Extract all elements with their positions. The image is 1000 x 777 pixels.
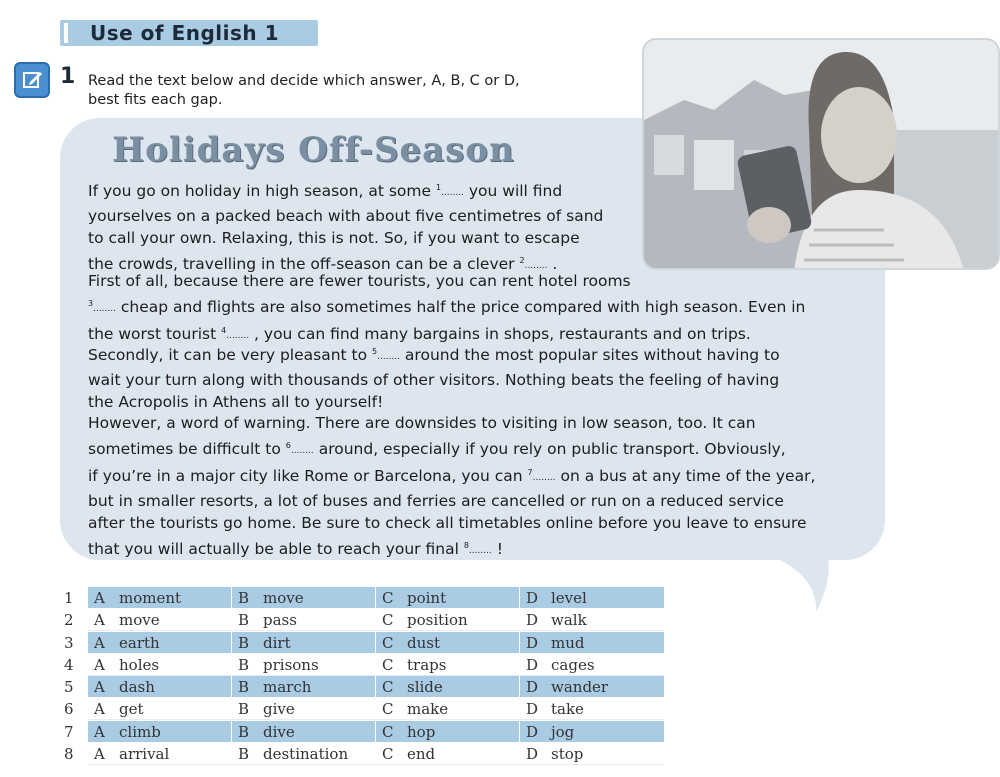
option-letter: A <box>94 589 105 607</box>
gap-number: 3 <box>88 298 94 308</box>
gap-dots: ........ <box>441 188 464 198</box>
option-letter: D <box>526 745 539 764</box>
option-word[interactable]: end <box>407 745 436 764</box>
text-span: wait your turn along with thousands of other visitors. Nothing beats the feeling of having <box>88 370 780 389</box>
column-divider <box>231 587 232 608</box>
text-span: If you go on holiday in high season, at some <box>88 182 436 200</box>
gap-number: 1 <box>435 183 442 192</box>
option-word[interactable]: prisons <box>263 655 319 674</box>
option-letter: A <box>94 722 105 741</box>
gap-dots: ........ <box>524 260 548 271</box>
option-letter: D <box>526 722 539 741</box>
text-span: after the tourists go home. Be sure to check all timetables online before you leave to ensure <box>88 514 807 532</box>
text-span: cheap and flights are also sometimes half the price compared with high season. Even in <box>115 297 806 316</box>
text-span: around, especially if you rely on public transport. Obviously, <box>313 439 786 458</box>
option-word[interactable]: hop <box>407 722 436 741</box>
answer-row-8 <box>56 743 666 765</box>
question-number: 5 <box>64 678 74 697</box>
text-span: around the most popular sites without having to <box>400 346 780 364</box>
option-word[interactable]: get <box>119 700 144 719</box>
gap-dots: ........ <box>290 445 314 456</box>
option-word[interactable]: give <box>263 700 295 719</box>
option-letter: C <box>382 655 394 674</box>
girl-selfie-photo <box>642 38 1000 270</box>
option-word[interactable]: take <box>551 700 584 719</box>
gap-dots: ........ <box>93 303 116 314</box>
option-word[interactable]: cages <box>551 655 595 674</box>
question-number: 8 <box>64 745 74 764</box>
answer-row-2 <box>56 609 666 631</box>
text-span: the crowds, travelling in the off-season can be a clever <box>88 254 520 273</box>
option-word[interactable]: dive <box>263 722 295 741</box>
paragraph-3 <box>88 341 808 414</box>
text-title: Holidays Off-Season <box>112 130 515 170</box>
instruction-line: Read the text below and decide which answer, A, B, C or D, <box>88 73 520 89</box>
gap-number: 5 <box>372 347 378 356</box>
section-title: Use of English 1 <box>90 21 280 45</box>
option-word[interactable]: walk <box>551 611 587 630</box>
option-word[interactable]: march <box>263 678 312 697</box>
question-number: 7 <box>64 722 74 741</box>
column-divider <box>519 587 520 608</box>
option-word[interactable]: level <box>551 589 587 607</box>
option-letter: B <box>238 633 250 652</box>
question-number: 1 <box>64 589 74 607</box>
answer-options-table <box>56 587 666 765</box>
text-span: the Acropolis in Athens all to yourself! <box>88 393 384 411</box>
text-span: on a bus at any time of the year, <box>555 467 816 485</box>
gap-number: 2 <box>519 255 525 265</box>
gap-number: 4 <box>221 326 227 335</box>
option-letter: C <box>382 700 394 719</box>
text-span: to call your own. Relaxing, this is not. So, if you want to escape <box>88 229 580 247</box>
text-span: , you can find many bargains in shops, restaurants and on trips. <box>249 325 751 343</box>
gap-dots: ........ <box>226 331 250 341</box>
answer-row-7 <box>56 721 666 743</box>
option-letter: C <box>382 745 394 764</box>
option-letter: A <box>94 633 105 652</box>
column-divider <box>519 632 520 653</box>
gap-number: 8 <box>463 540 469 550</box>
option-word[interactable]: stop <box>551 745 584 764</box>
question-number: 6 <box>64 700 74 719</box>
option-letter: D <box>526 700 539 719</box>
text-span: . <box>547 254 558 273</box>
option-word[interactable]: point <box>407 589 447 607</box>
option-word[interactable]: pass <box>263 611 297 630</box>
option-letter: B <box>238 611 250 630</box>
option-letter: C <box>382 611 394 630</box>
option-word[interactable]: climb <box>119 722 161 741</box>
answer-row-4 <box>56 654 666 676</box>
option-word[interactable]: wander <box>551 678 609 697</box>
option-letter: A <box>94 611 105 630</box>
option-letter: C <box>382 722 394 741</box>
option-letter: B <box>238 589 250 607</box>
option-letter: B <box>238 745 250 764</box>
option-word[interactable]: move <box>119 611 160 630</box>
option-letter: A <box>94 678 105 697</box>
option-word[interactable]: mud <box>551 633 585 652</box>
option-letter: A <box>94 745 105 764</box>
text-span: Secondly, it can be very pleasant to <box>88 346 373 364</box>
header-accent-bar <box>64 23 68 43</box>
option-word[interactable]: holes <box>119 655 160 674</box>
option-letter: D <box>526 589 539 607</box>
option-word[interactable]: slide <box>407 678 443 697</box>
text-span: but in smaller resorts, a lot of buses and ferries are cancelled or run on a reduced service <box>88 491 784 510</box>
column-divider <box>519 676 520 697</box>
option-letter: D <box>526 655 539 674</box>
option-word[interactable]: make <box>407 700 449 719</box>
text-span: First of all, because there are fewer tourists, you can rent hotel rooms <box>88 272 631 290</box>
column-divider <box>519 721 520 742</box>
gap-number: 7 <box>527 468 533 477</box>
paragraph-1 <box>88 177 608 277</box>
question-number: 2 <box>64 611 74 630</box>
section-header <box>60 20 318 46</box>
question-number: 4 <box>64 655 74 674</box>
column-divider <box>231 676 232 697</box>
option-letter: B <box>238 655 250 674</box>
option-letter: B <box>238 722 250 741</box>
column-divider <box>375 721 376 742</box>
option-letter: A <box>94 655 105 674</box>
option-letter: B <box>238 700 250 719</box>
option-word[interactable]: move <box>263 589 304 607</box>
option-word[interactable]: traps <box>407 655 447 674</box>
gap-dots: ........ <box>377 352 400 362</box>
text-span: you will find <box>463 182 563 200</box>
gap-dots: ........ <box>468 545 492 556</box>
row-band <box>88 721 664 742</box>
option-word[interactable]: arrival <box>119 745 170 764</box>
answer-row-3 <box>56 632 666 654</box>
option-word[interactable]: dash <box>119 678 155 697</box>
paragraph-4 <box>88 412 818 562</box>
exercise-instructions <box>88 72 548 110</box>
text-span: sometimes be difficult to <box>88 439 286 458</box>
text-span: that you will actually be able to reach your final <box>88 539 464 558</box>
exercise-number: 1 <box>60 64 76 89</box>
option-word[interactable]: dirt <box>263 633 291 652</box>
option-letter: C <box>382 589 394 607</box>
paragraph-2 <box>88 270 808 348</box>
option-letter: A <box>94 700 105 719</box>
column-divider <box>375 587 376 608</box>
text-span: ! <box>491 539 503 558</box>
option-letter: C <box>382 633 394 652</box>
pencil-edit-icon <box>14 62 50 98</box>
option-letter: C <box>382 678 394 697</box>
option-letter: D <box>526 678 539 697</box>
column-divider <box>231 721 232 742</box>
answer-row-6 <box>56 698 666 720</box>
option-word[interactable]: position <box>407 611 468 630</box>
text-span: if you’re in a major city like Rome or Barcelona, you can <box>88 467 528 485</box>
option-word[interactable]: moment <box>119 589 182 607</box>
option-word[interactable]: dust <box>407 633 440 652</box>
option-word[interactable]: earth <box>119 633 160 652</box>
answer-row-1 <box>56 587 666 609</box>
text-span: the worst tourist <box>88 325 222 343</box>
column-divider <box>231 632 232 653</box>
column-divider <box>375 632 376 653</box>
option-letter: D <box>526 633 539 652</box>
column-divider <box>375 676 376 697</box>
option-letter: D <box>526 611 539 630</box>
instruction-line: best fits each gap. <box>88 92 223 108</box>
gap-number: 6 <box>285 440 291 450</box>
option-letter: B <box>238 678 250 697</box>
question-number: 3 <box>64 633 74 652</box>
answer-row-5 <box>56 676 666 698</box>
text-span: yourselves on a packed beach with about five centimetres of sand <box>88 206 604 225</box>
option-word[interactable]: jog <box>551 722 575 741</box>
option-word[interactable]: destination <box>263 745 349 764</box>
gap-dots: ........ <box>532 473 556 483</box>
text-span: However, a word of warning. There are downsides to visiting in low season, too. It can <box>88 414 756 432</box>
